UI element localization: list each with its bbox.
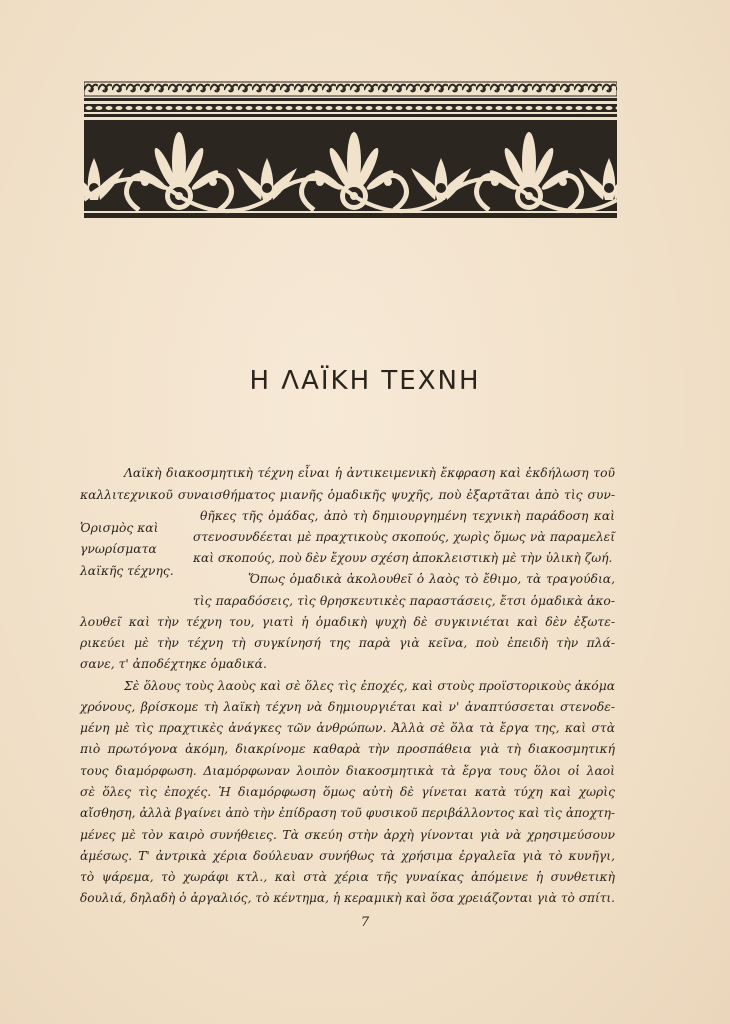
text-line: τους διαμόρφωση. Διαμόρφωναν λοιπὸν διακοσμητικὰ τὰ ἔργα τους ὅλοι οἱ λαοὶ [80, 764, 615, 778]
margin-note-line: Ὁρισμὸς καὶ [80, 521, 159, 535]
text-line: σὲ ὅλες τὶς ἐποχές. Ἡ διαμόρφωση ὅμως αὐτὴ δὲ γίνεται κατὰ τύχη καὶ χωρὶς [80, 785, 615, 799]
text-line: αἴσθηση, ἀλλὰ βγαίνει ἀπὸ τὴν ἐπίδραση τοῦ φυσικοῦ περιβάλλοντος καὶ τὶς ἀποχτη- [80, 806, 615, 820]
margin-note [80, 518, 174, 582]
text-line: μένη μὲ τὶς πραχτικὲς ἀνάγκες τῶν ἀνθρώπων. Ἀλλὰ σὲ ὅλα τὰ ἔργα της, καὶ στὰ [80, 721, 615, 735]
text-line: καλλιτεχνικοῦ συναισθήματος μιανῆς ὁμαδικῆς ψυχῆς, ποὺ ἐξαρτᾶται ἀπὸ τὶς συν- [80, 488, 615, 502]
margin-note-line: γνωρίσματα [80, 542, 157, 557]
text-line: δουλιά, δηλαδὴ ὁ ἀργαλιός, τὸ κέντημα, ἡ κεραμικὴ καὶ ὅσα χρειάζονται γιὰ τὸ σπίτι. [80, 891, 615, 905]
text-line: πιὸ πρωτόγονα ἀκόμη, διακρίνομε καθαρὰ τὴν προσπάθεια γιὰ τὴ διακοσμητική [80, 742, 615, 756]
text-line: ἀμέσως. Τ' ἀντρικὰ χέρια δούλευαν συνήθως τὰ χρήσιμα ἐργαλεῖα γιὰ τὸ κυνῆγι, [80, 849, 615, 863]
text-line: τὸ ψάρεμα, τὸ χωράφι κτλ., καὶ στὰ χέρια τῆς γυναίκας ἀπόμεινε ἡ συνθετικὴ [80, 870, 615, 884]
text-line: καὶ σκοπούς, ποὺ δὲν ἔχουν σχέση ἀποκλειστικὴ μὲ τὴν ὑλικὴ ζωή. [193, 551, 613, 565]
text-line: λουθεῖ καὶ τὴν τέχνη του, γιατὶ ἡ ὁμαδικὴ ψυχὴ δὲ συγκινιέται καὶ δὲν ἐξωτε- [80, 615, 615, 629]
text-line: θῆκες τῆς ὁμάδας, ἀπὸ τὴ δημιουργημένη τεχνικὴ παράδοση καὶ [200, 509, 615, 523]
text-line: τὶς παραδόσεις, τὶς θρησκευτικὲς παραστάσεις, ἔτσι ὁμαδικὰ ἀκο- [193, 594, 615, 608]
text-line: σανε, τ' ἀποδέχτηκε ὁμαδικά. [80, 657, 267, 671]
margin-note-line: λαϊκῆς τέχνης. [80, 563, 174, 578]
text-line: μένες μὲ τὸν καιρὸ συνήθειες. Τὰ σκεύη στὴν ἀρχὴ γίνονται γιὰ νὰ χρησιμεύσουν [80, 828, 615, 842]
page-number: 7 [360, 915, 370, 930]
text-line: Ὅπως ὁμαδικὰ ἀκολουθεῖ ὁ λαὸς τὸ ἔθιμο, τὰ τραγούδια, [248, 572, 615, 586]
text-line: Σὲ ὅλους τοὺς λαοὺς καὶ σὲ ὅλες τὶς ἐποχές, καὶ στοὺς προϊστορικοὺς ἀκόμα [124, 679, 615, 693]
text-line: Λαϊκὴ διακοσμητικὴ τέχνη εἶναι ἡ ἀντικειμενικὴ ἔκφραση καὶ ἐκδήλωση τοῦ [124, 466, 615, 480]
text-line: ρικεύει μὲ τὴν τέχνη τὴ συγκίνησή της παρὰ γιὰ κεῖνα, ποὺ ἐπειδὴ τὴν πλά- [80, 636, 615, 650]
ornamental-frieze [84, 80, 617, 218]
text-line: στενοσυνδέεται μὲ πραχτικοὺς σκοπούς, χωρὶς ὅμως νὰ παραμελεῖ [193, 530, 615, 544]
page-title: Η ΛΑΪΚΗ ΤΕΧΝΗ [249, 366, 481, 396]
text-line: χρόνους, βρίσκομε τὴ λαϊκὴ τέχνη νὰ δημιουργιέται καὶ ν' ἀναπτύσσεται στενοδε- [80, 700, 615, 714]
